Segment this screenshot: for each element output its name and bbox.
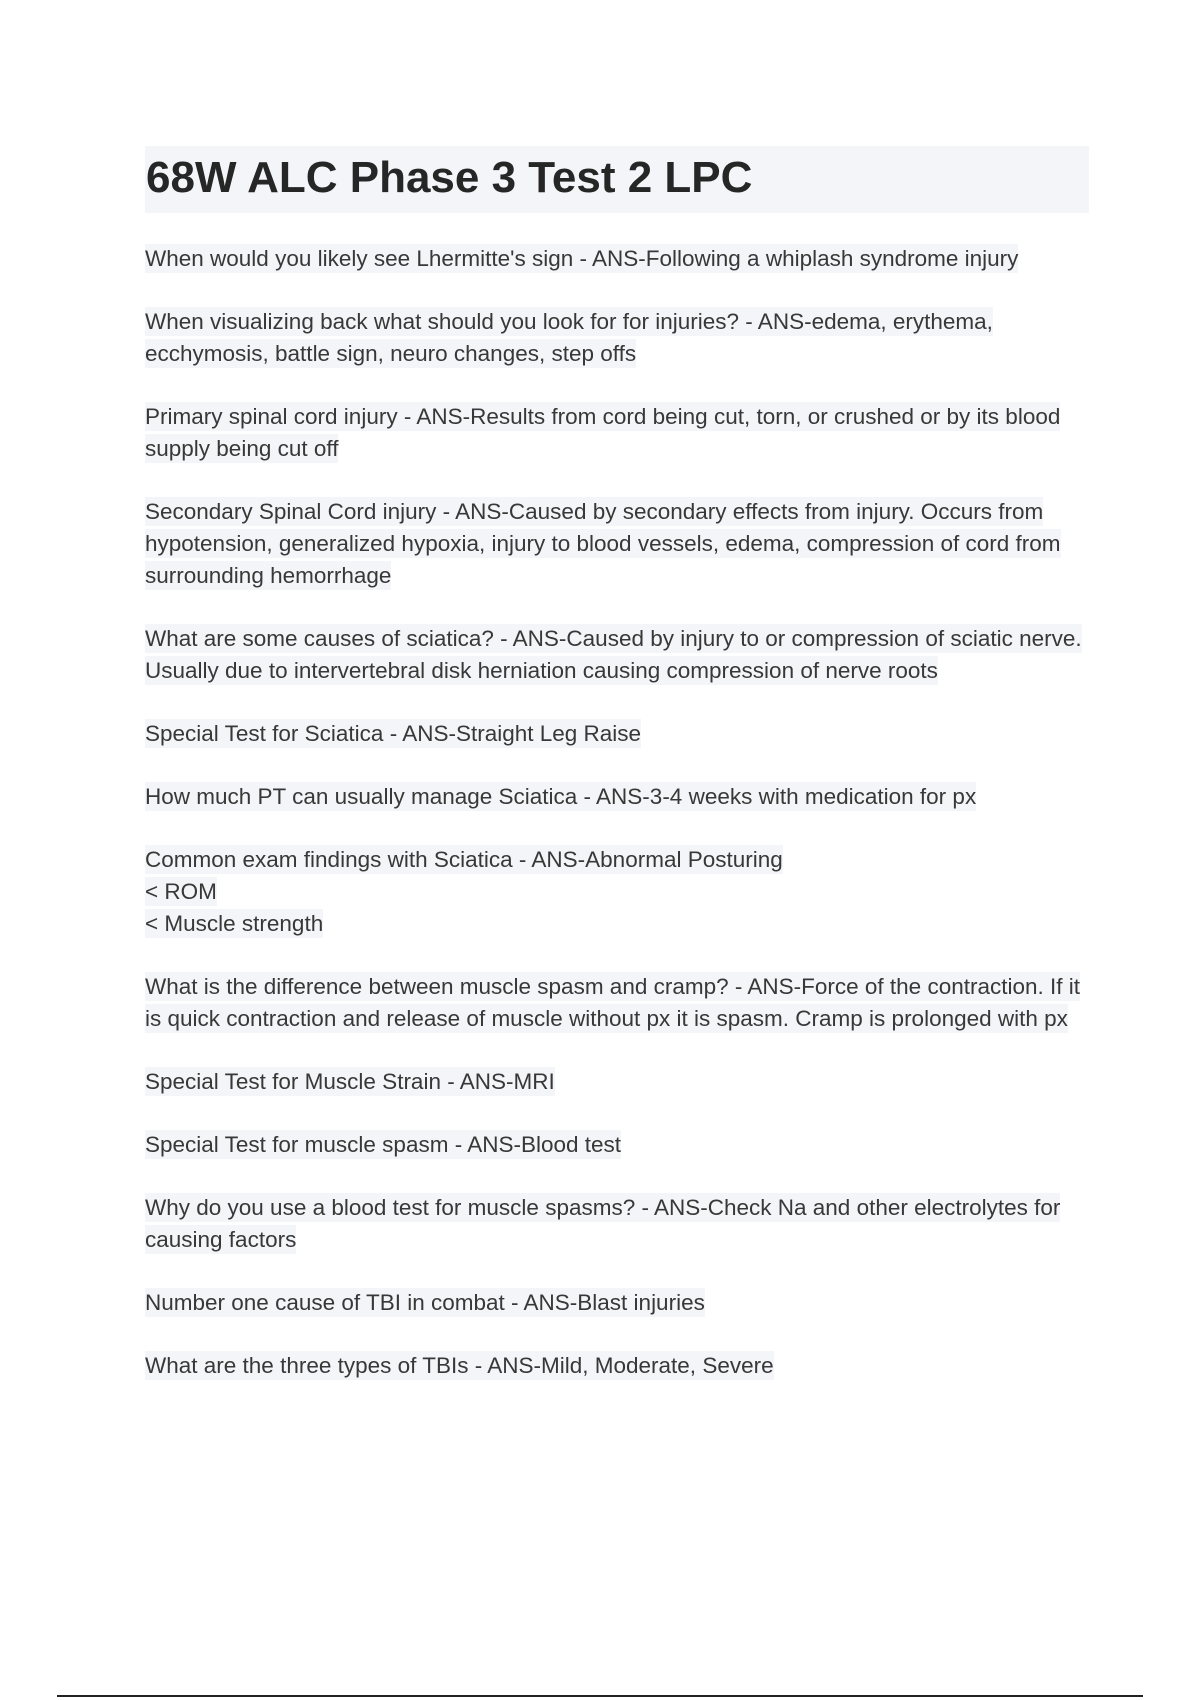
qa-text: Secondary Spinal Cord injury - ANS-Caused by secondary effects from injury. Occurs from hypotension, generalized hypoxia, injury to blood vessels, edema, compression of cord from surrounding hemorrhage: [145, 499, 1061, 588]
qa-text: < ROM: [145, 879, 217, 904]
qa-text: What are the three types of TBIs - ANS-Mild, Moderate, Severe: [145, 1353, 774, 1378]
bottom-rule: [57, 1695, 1143, 1697]
qa-text: Common exam findings with Sciatica - ANS-Abnormal Posturing: [145, 847, 783, 872]
qa-text: What is the difference between muscle spasm and cramp? - ANS-Force of the contraction. If it is quick contraction and release of muscle without px it is spasm. Cramp is prolonged with px: [145, 974, 1081, 1031]
qa-item: [145, 496, 1095, 592]
qa-item: [145, 1287, 1095, 1319]
title-block: [145, 146, 1089, 213]
qa-item: [145, 844, 1095, 940]
qa-item: [145, 1350, 1095, 1382]
qa-text: What are some causes of sciatica? - ANS-Caused by injury to or compression of sciatic nerve. Usually due to intervertebral disk herniation causing compression of nerve roots: [145, 626, 1082, 683]
qa-item: [145, 971, 1095, 1035]
qa-text: Why do you use a blood test for muscle spasms? - ANS-Check Na and other electrolytes for causing factors: [145, 1195, 1061, 1252]
qa-item: [145, 623, 1095, 687]
qa-item: [145, 243, 1095, 275]
qa-item: [145, 781, 1095, 813]
qa-list: [145, 243, 1095, 1413]
qa-text: Number one cause of TBI in combat - ANS-Blast injuries: [145, 1290, 705, 1315]
qa-text: Special Test for muscle spasm - ANS-Blood test: [145, 1132, 622, 1157]
document-title: 68W ALC Phase 3 Test 2 LPC: [146, 153, 753, 202]
qa-item: [145, 718, 1095, 750]
qa-text: Special Test for Sciatica - ANS-Straight Leg Raise: [145, 721, 642, 746]
qa-item: [145, 1129, 1095, 1161]
qa-text: Primary spinal cord injury - ANS-Results from cord being cut, torn, or crushed or by its blood supply being cut off: [145, 404, 1061, 461]
qa-text: < Muscle strength: [145, 911, 324, 936]
qa-line: [145, 844, 1095, 876]
qa-text: Special Test for Muscle Strain - ANS-MRI: [145, 1069, 555, 1094]
qa-line: [145, 908, 1095, 940]
qa-item: [145, 1192, 1095, 1256]
qa-item: [145, 401, 1095, 465]
qa-line: [145, 876, 1095, 908]
qa-text: When would you likely see Lhermitte's sign - ANS-Following a whiplash syndrome injury: [145, 246, 1019, 271]
qa-item: [145, 1066, 1095, 1098]
qa-text: When visualizing back what should you look for for injuries? - ANS-edema, erythema, ecchymosis, battle sign, neuro changes, step offs: [145, 309, 993, 366]
qa-text: How much PT can usually manage Sciatica - ANS-3-4 weeks with medication for px: [145, 784, 977, 809]
qa-item: [145, 306, 1095, 370]
